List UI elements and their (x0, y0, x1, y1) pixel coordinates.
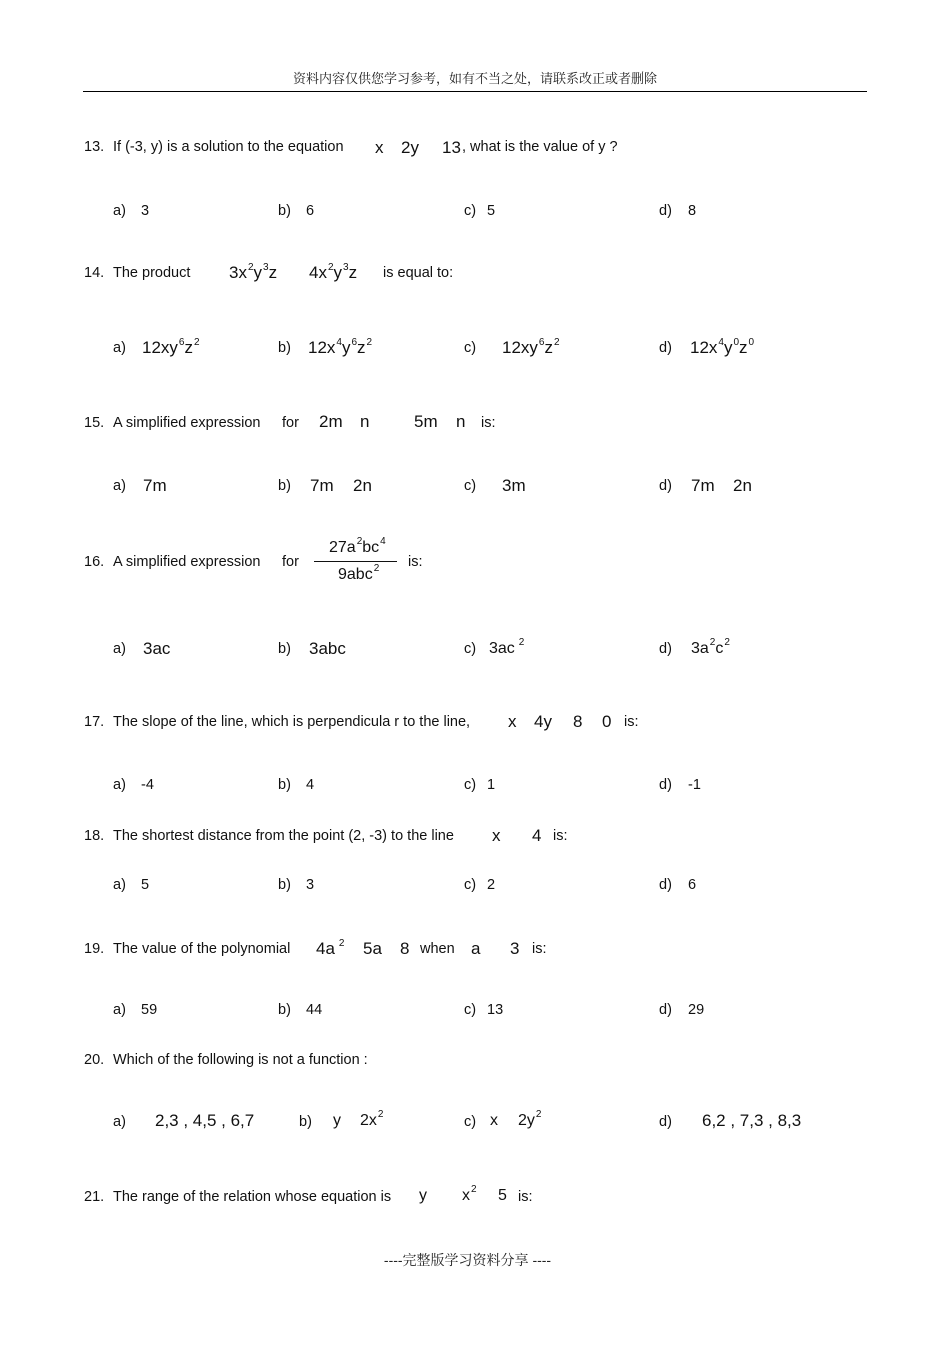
option-value: 2n (353, 476, 372, 495)
option-value: 59 (141, 1002, 158, 1018)
option-label: c) (464, 478, 477, 494)
option-value: 3 (306, 877, 315, 893)
option-value: $12x^4y^0z^0$ (690, 337, 755, 357)
option-value: 6 (688, 877, 697, 893)
option-value: 44 (306, 1002, 323, 1018)
option-label: b) (278, 203, 291, 219)
question-number: 20. (84, 1052, 105, 1068)
math-term: 8 (573, 712, 583, 731)
option-value: 7m (143, 476, 167, 495)
page-header: 资料内容仅供您学习参考，如有不当之处，请联系改正或者删除 (292, 71, 657, 86)
option-value: 3abc (309, 639, 346, 658)
option-label: d) (659, 203, 672, 219)
math-term: 2m (319, 412, 343, 431)
question-text: for (282, 415, 299, 431)
option-label: b) (278, 478, 291, 494)
option-label: d) (659, 777, 672, 793)
option-value: 13 (487, 1002, 504, 1018)
question-text: for (282, 554, 299, 570)
option-value: 3m (502, 476, 526, 495)
option-label: c) (464, 877, 477, 893)
math-term: y (333, 1112, 341, 1129)
option-label: c) (464, 340, 477, 356)
math-term: $2x^2$ (360, 1109, 384, 1129)
option-label: d) (659, 1002, 672, 1018)
option-label: a) (113, 478, 126, 494)
option-label: c) (464, 777, 477, 793)
question-text: is: (408, 554, 423, 570)
question-number: 16. (84, 554, 105, 570)
option-label: a) (113, 1114, 126, 1130)
option-label: a) (113, 203, 126, 219)
option-label: b) (299, 1114, 312, 1130)
question-text: when (420, 941, 455, 957)
option-label: d) (659, 340, 672, 356)
option-label: b) (278, 777, 291, 793)
option-value: 2n (733, 476, 752, 495)
option-label: b) (278, 641, 291, 657)
option-value: 7m (310, 476, 334, 495)
question-text: is: (553, 828, 568, 844)
math-term: 5m (414, 412, 438, 431)
math-term: $2y^2$ (518, 1109, 542, 1129)
option-label: a) (113, 1002, 126, 1018)
option-label: b) (278, 877, 291, 893)
option-label: c) (464, 1114, 477, 1130)
option-label: b) (278, 1002, 291, 1018)
option-value: 7m (691, 476, 715, 495)
option-value: $12xy^6z^2$ (142, 337, 200, 357)
option-label: a) (113, 877, 126, 893)
question-text: The value of the polynomial (113, 941, 291, 957)
option-value: $3a^2c^2$ (691, 637, 730, 657)
option-value: 29 (688, 1002, 705, 1018)
math-term: 5 (498, 1187, 507, 1204)
fraction-denominator: 9abc$^2$ (338, 563, 380, 583)
header-rule (83, 91, 867, 92)
question-text: is: (518, 1189, 533, 1205)
option-value: -4 (141, 777, 154, 793)
option-value: 6 (306, 203, 315, 219)
fraction-bar (314, 561, 397, 562)
math-term: 3 (510, 939, 520, 958)
option-label: c) (464, 203, 477, 219)
question-number: 13. (84, 139, 105, 155)
option-value: 5 (487, 203, 496, 219)
math-term: 4y (534, 712, 552, 731)
option-value: 3 (141, 203, 150, 219)
question-text: is equal to: (383, 265, 454, 281)
question-text: , what is the value of y ? (462, 139, 618, 155)
question-text: A simplified expression (113, 554, 261, 570)
math-term: x (490, 1112, 498, 1129)
question-text: Which of the following is not a function : (113, 1052, 368, 1068)
option-label: b) (278, 340, 291, 356)
question-text: The product (113, 265, 191, 281)
option-value: 3ac $^2$ (489, 637, 525, 657)
math-term: 4 (532, 826, 542, 845)
question-number: 15. (84, 415, 105, 431)
option-value: $12xy^6z^2$ (502, 337, 560, 357)
option-label: d) (659, 877, 672, 893)
question-text: The shortest distance from the point (2, -3) to the line (113, 828, 454, 844)
option-label: d) (659, 1114, 672, 1130)
option-value: $12x^4y^6z^2$ (308, 337, 373, 357)
question-text: A simplified expression (113, 415, 261, 431)
option-value: -1 (688, 777, 701, 793)
option-value: 1 (487, 777, 496, 793)
option-value: 2 (487, 877, 496, 893)
question-text: The range of the relation whose equation is (113, 1189, 392, 1205)
question-text: The slope of the line, which is perpendicula r to the line, (113, 714, 471, 730)
math-term: 4a $^2$ (316, 938, 345, 958)
math-term: n (360, 412, 370, 431)
math-term: 2y (401, 138, 419, 157)
math-term: $x^2$ (462, 1184, 477, 1204)
question-text: is: (481, 415, 496, 431)
math-term: 13 (442, 138, 461, 157)
math-expression: $4x^2y^3z$ (309, 262, 358, 282)
math-term: 8 (400, 939, 410, 958)
option-value: 3ac (143, 639, 171, 658)
option-value: 2,3 , 4,5 , 6,7 (155, 1111, 255, 1130)
question-number: 18. (84, 828, 105, 844)
option-value: 6,2 , 7,3 , 8,3 (702, 1111, 802, 1130)
question-number: 19. (84, 941, 105, 957)
math-term: x (375, 138, 384, 157)
math-term: y (419, 1187, 427, 1204)
math-term: 0 (602, 712, 612, 731)
math-expression: $3x^2y^3z$ (229, 262, 278, 282)
option-value: 4 (306, 777, 315, 793)
question-text: If (-3, y) is a solution to the equation (113, 139, 344, 155)
option-label: c) (464, 641, 477, 657)
question-number: 17. (84, 714, 105, 730)
math-term: x (508, 712, 517, 731)
option-label: d) (659, 478, 672, 494)
question-number: 14. (84, 265, 105, 281)
math-term: a (471, 939, 481, 958)
option-label: d) (659, 641, 672, 657)
fraction-numerator: $27a^2bc^4$ (329, 536, 386, 556)
option-label: a) (113, 777, 126, 793)
option-label: a) (113, 340, 126, 356)
page-footer: ----完整版学习资料分享 ---- (383, 1252, 552, 1268)
question-text: is: (624, 714, 639, 730)
question-number: 21. (84, 1189, 105, 1205)
option-label: c) (464, 1002, 477, 1018)
math-term: n (456, 412, 466, 431)
option-label: a) (113, 641, 126, 657)
math-term: 5a (363, 939, 382, 958)
math-term: x (492, 826, 501, 845)
option-value: 5 (141, 877, 150, 893)
option-value: 8 (688, 203, 697, 219)
question-text: is: (532, 941, 547, 957)
